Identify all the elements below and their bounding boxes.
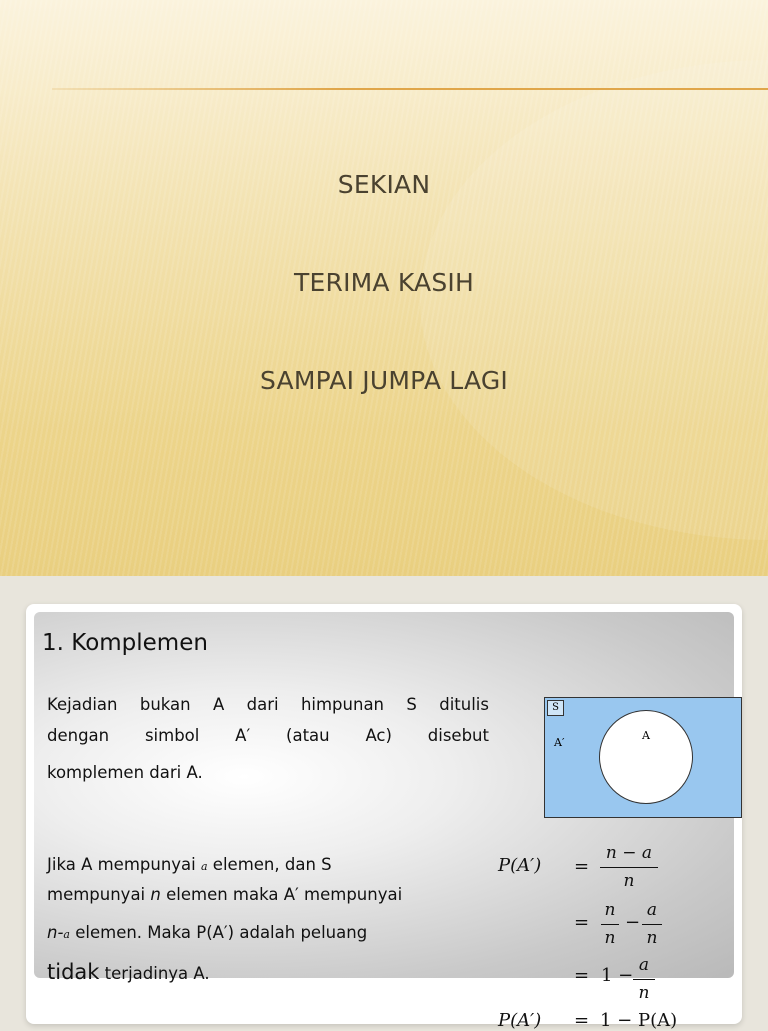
numerator: n − a [605, 843, 653, 863]
paragraph2-line4 [47, 960, 210, 984]
word: ditulis [439, 695, 489, 714]
text: terjadinya A. [99, 964, 210, 983]
variable-n: n [150, 885, 161, 904]
formula-equals: = [574, 912, 590, 933]
fraction-bar [642, 924, 662, 925]
set-a-circle [599, 710, 693, 804]
set-a-label: A [642, 729, 650, 742]
numerator: a [638, 955, 650, 975]
title-rule [52, 88, 768, 90]
closing-line-sekian: SEKIAN [337, 170, 431, 199]
word: bukan [139, 695, 191, 714]
word: himpunan [300, 695, 385, 714]
word: dengan [47, 726, 110, 745]
word: dari [246, 695, 279, 714]
formula-equals: = [574, 1010, 590, 1031]
fraction-n-minus-a-over-n [600, 843, 658, 891]
formula-last-rhs: 1 − P(A) [600, 1010, 678, 1031]
formula-lhs: P(A′) [498, 855, 542, 876]
word: A [212, 695, 225, 714]
word: S [406, 695, 417, 714]
fraction-a-over-n [633, 955, 655, 1003]
paragraph1-line1 [47, 695, 489, 714]
text: mempunyai [47, 885, 151, 904]
paragraph2-line3 [47, 923, 367, 942]
variable-n-minus: n- [47, 923, 64, 942]
formula-last-lhs: P(A′) [498, 1010, 542, 1031]
paragraph1-line2 [47, 726, 489, 745]
formula-one-minus: 1 − [601, 965, 634, 986]
fraction-bar [600, 867, 658, 868]
numerator: n [604, 900, 616, 920]
denominator: n [638, 983, 650, 1003]
word: Ac) [365, 726, 392, 745]
text: Jika A mempunyai [47, 855, 201, 874]
word: Kejadian [47, 695, 118, 714]
paragraph2-line2 [47, 885, 402, 904]
variable-a: a [201, 860, 208, 873]
fraction-n-over-n [601, 900, 619, 948]
text: elemen maka A′ mempunyai [160, 885, 403, 904]
universe-label: S [547, 700, 564, 716]
complement-label: A′ [554, 736, 565, 749]
word: (atau [286, 726, 330, 745]
venn-diagram [544, 697, 742, 818]
variable-a: a [63, 928, 70, 941]
denominator: n [623, 871, 635, 891]
paragraph2-line1 [47, 855, 332, 874]
numerator: a [646, 900, 658, 920]
word: A′ [235, 726, 251, 745]
text: elemen, dan S [207, 855, 332, 874]
formula-equals: = [574, 965, 590, 986]
slide-heading: 1. Komplemen [42, 630, 208, 656]
formula-minus: − [625, 912, 641, 933]
closing-line-terima-kasih: TERIMA KASIH [294, 268, 474, 297]
denominator: n [604, 928, 616, 948]
text: elemen. Maka P(A′) adalah peluang [69, 923, 368, 942]
emphasis-tidak: tidak [47, 960, 100, 984]
paragraph1-line3: komplemen dari A. [47, 763, 203, 782]
fraction-a-over-n [642, 900, 662, 948]
formula-equals: = [574, 856, 590, 877]
word: disebut [427, 726, 489, 745]
denominator: n [646, 928, 658, 948]
background-swoosh [420, 60, 768, 540]
fraction-bar [601, 924, 619, 925]
fraction-bar [633, 979, 655, 980]
word: simbol [144, 726, 200, 745]
closing-line-sampai-jumpa: SAMPAI JUMPA LAGI [260, 366, 508, 395]
